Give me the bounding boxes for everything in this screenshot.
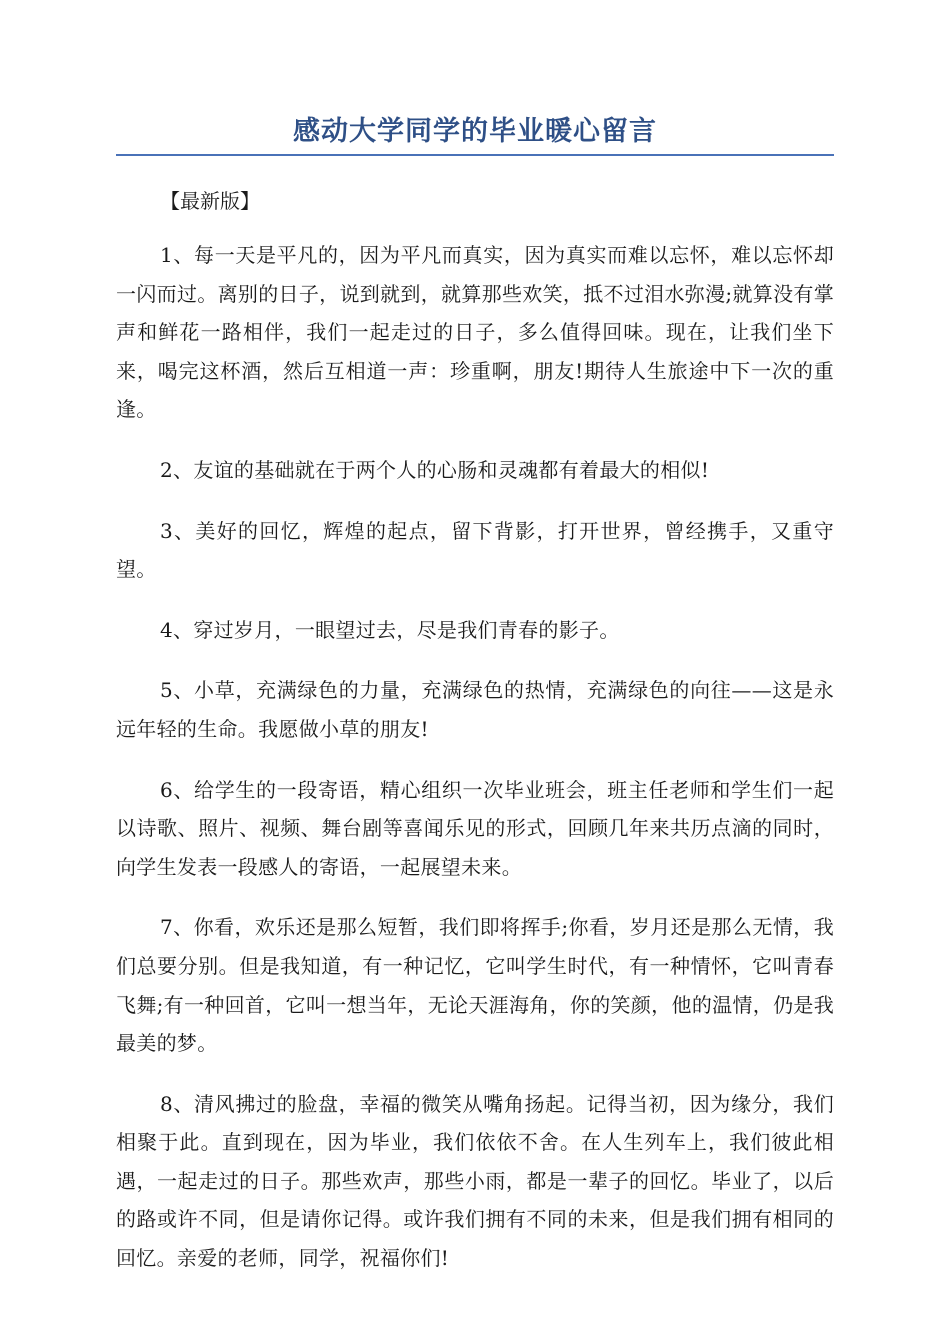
message-paragraph-6: 6、给学生的一段寄语，精心组织一次毕业班会，班主任老师和学生们一起以诗歌、照片、视频、舞台剧等喜闻乐见的形式，回顾几年来共历点滴的同时，向学生发表一段感人的寄语，一起展望未来。 (116, 777, 834, 879)
message-paragraph-8: 8、清风拂过的脸盘，幸福的微笑从嘴角扬起。记得当初，因为缘分，我们相聚于此。直到现在，因为毕业，我们依依不舍。在人生列车上，我们彼此相遇，一起走过的日子。那些欢声，那些小雨，都是一辈子的回忆。毕业了，以后的路或许不同，但是请你记得。或许我们拥有不同的未来，但是我们拥有相同的回忆。亲爱的老师，同学，祝福你们! (116, 1091, 834, 1271)
message-paragraph-4: 4、穿过岁月，一眼望过去，尽是我们青春的影子。 (160, 617, 620, 642)
message-paragraph-5: 5、小草，充满绿色的力量，充满绿色的热情，充满绿色的向往——这是永远年轻的生命。我愿做小草的朋友! (116, 678, 834, 741)
edition-label: 【最新版】 (160, 189, 260, 213)
message-paragraph-1: 1、每一天是平凡的，因为平凡而真实，因为真实而难以忘怀，难以忘怀却一闪而过。离别的日子，说到就到，就算那些欢笑，抵不过泪水弥漫;就算没有掌声和鲜花一路相伴，我们一起走过的日子，多么值得回味。现在，让我们坐下来，喝完这杯酒，然后互相道一声：珍重啊，朋友!期待人生旅途中下一次的重逢。 (116, 243, 834, 422)
title-underline (116, 154, 834, 156)
page-title: 感动大学同学的毕业暖心留言 (293, 116, 657, 147)
message-paragraph-7: 7、你看，欢乐还是那么短暂，我们即将挥手;你看，岁月还是那么无情，我们总要分别。但是我知道，有一种记忆，它叫学生时代，有一种情怀，它叫青春飞舞;有一种回首，它叫一想当年，无论天涯海角，你的笑颜，他的温情，仍是我最美的梦。 (116, 915, 834, 1056)
message-paragraph-2: 2、友谊的基础就在于两个人的心肠和灵魂都有着最大的相似! (160, 457, 710, 482)
message-paragraph-3: 3、美好的回忆，辉煌的起点，留下背影，打开世界，曾经携手，又重守望。 (116, 518, 834, 582)
document-page (116, 0, 834, 1278)
